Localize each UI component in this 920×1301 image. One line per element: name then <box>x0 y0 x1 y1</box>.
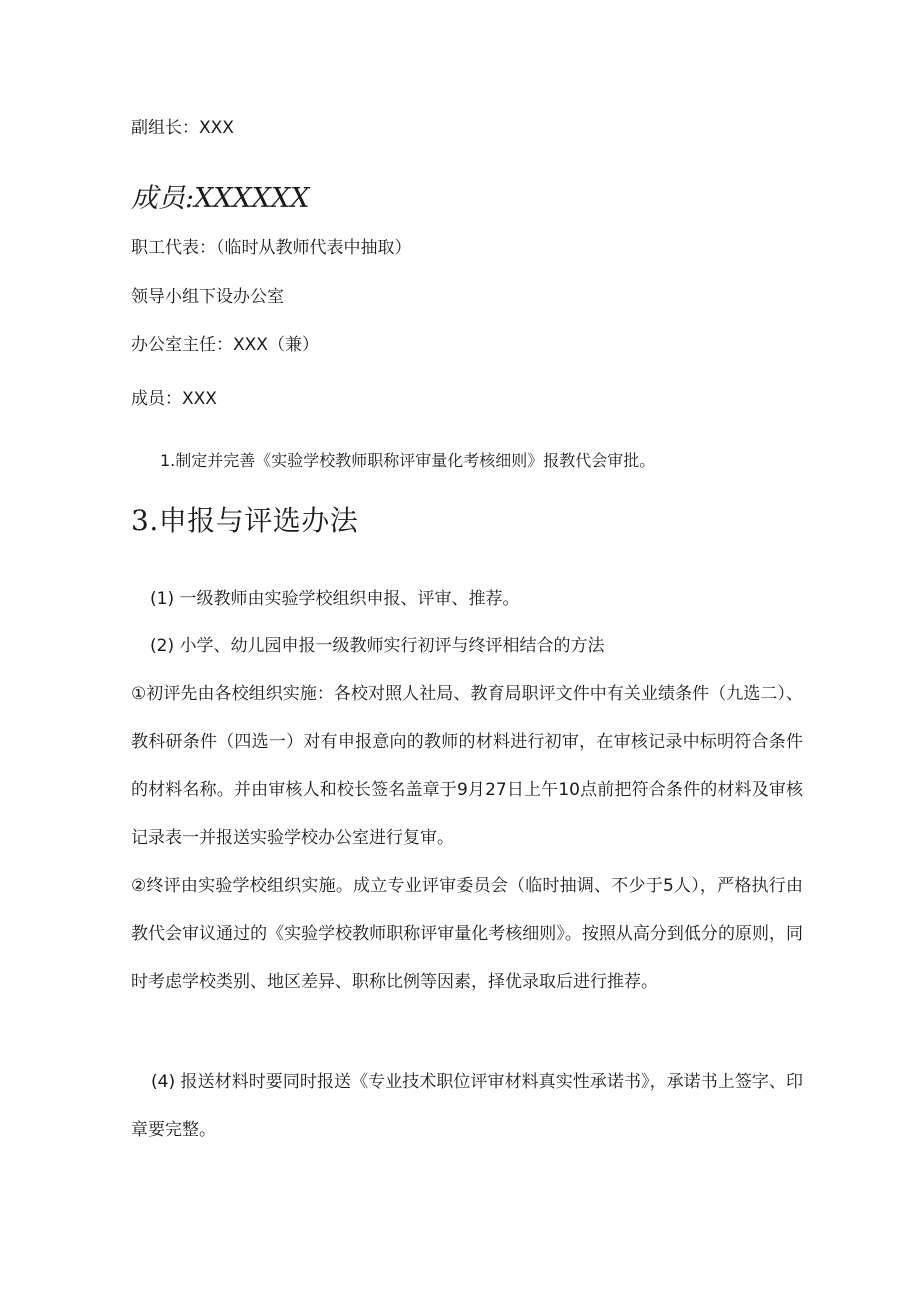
point-2-line: (2) 小学、幼儿园申报一级教师实行初评与终评相结合的方法 <box>150 636 605 656</box>
members-line-large: 成员:XXXXXX <box>131 183 310 214</box>
section-3-heading: 3.申报与评选办法 <box>131 504 359 537</box>
point-4-paragraph: (4) 报送材料时要同时报送《专业技术职位评审材料真实性承诺书》，承诺书上签字、印章要完整。 <box>131 1072 803 1140</box>
point-1-line: (1) 一级教师由实验学校组织申报、评审、推荐。 <box>150 589 520 609</box>
final-review-paragraph: ②终评由实验学校组织实施。成立专业评审委员会（临时抽调、不少于5人），严格执行由教代会审议通过的《实验学校教师职称评审量化考核细则》。按照从高分到低分的原则，同时考虑学校类别、地区差异、职称比例等因素，择优录取后进行推荐。 <box>131 876 803 992</box>
item-1-line: 1.制定并完善《实验学校教师职称评审量化考核细则》报教代会审批。 <box>160 451 656 470</box>
deputy-leader-line: 副组长：XXX <box>131 118 234 138</box>
office-members-line: 成员：XXX <box>131 389 217 409</box>
office-setup-line: 领导小组下设办公室 <box>131 287 284 307</box>
office-director-line: 办公室主任：XXX（兼） <box>131 335 319 355</box>
initial-review-paragraph: ①初评先由各校组织实施：各校对照人社局、教育局职评文件中有关业绩条件（九选二）、教科研条件（四选一）对有申报意向的教师的材料进行初审，在审核记录中标明符合条件的材料名称。并由审核人和校长签名盖章于9月27日上午10点前把符合条件的材料及审核记录表一并报送实验学校办公室进行复审。 <box>131 684 803 848</box>
staff-representative-line: 职工代表：（临时从教师代表中抽取） <box>131 238 412 258</box>
